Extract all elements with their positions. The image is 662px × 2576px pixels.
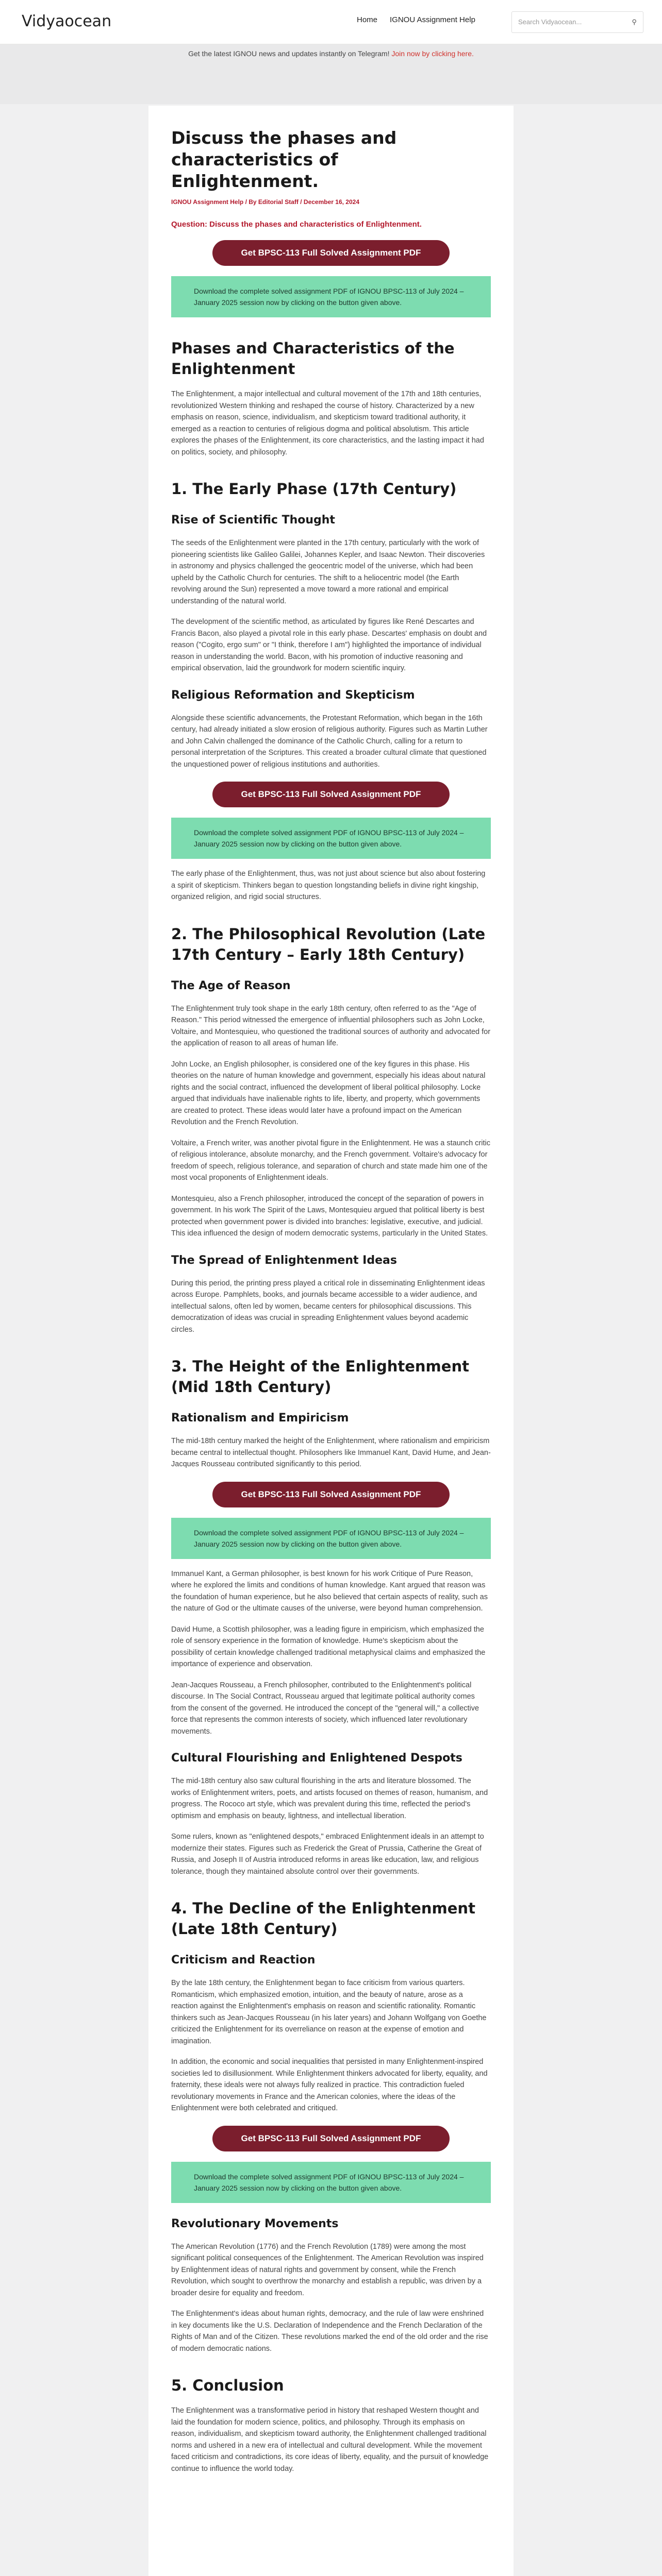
nav-ignou-assignment-help[interactable]: IGNOU Assignment Help [390, 15, 475, 24]
search-icon[interactable]: ⚲ [632, 18, 637, 26]
question-line: Question: Discuss the phases and characteristics of Enlightenment. [171, 220, 422, 229]
paragraph: Some rulers, known as "enlightened despots," embraced Enlightenment ideals in an attempt to modernize their states. Figures such as Frederick the Great of Prussia, Catherine the Great of Russia, and Joseph II of Austria introduced reforms in areas like education, law, and religious tolerance, though they maintained absolute control over their governments. [171, 1833, 484, 1876]
page-title: Discuss the phases and characteristics of Enlightenment. [171, 128, 397, 191]
paragraph: Immanuel Kant, a German philosopher, is best known for his work Critique of Pure Reason, where he explored the limits and conditions of human knowledge. Kant argued that reason was the foundation of human experience, but he also believed that certain aspects of reality, such as the nature of God or the ultimate causes of the universe, were beyond human comprehension. [171, 1569, 488, 1613]
section-heading: 4. The Decline of the Enlightenment (Late 18th Century) [171, 1900, 475, 1938]
paragraph: Alongside these scientific advancements, the Protestant Reformation, which began in the 16th century, had already initiated a slow erosion of religious authority. Figures such as Martin Luther and John Calvin challenged the dominance of the Catholic Church, calling for a return to personal interpretation of the Scriptures. This created a broader cultural climate that questioned the unquestioned power of religious institutions and authorities. [171, 714, 488, 769]
paragraph: The Enlightenment, a major intellectual and cultural movement of the 17th and 18th centuries, revolutionized Western thinking and reshaped the course of history. Characterized by a new emphasis on reason, science, individualism, and skepticism toward traditional authority, it emerged as a reaction to centuries of religious dogma and political absolutism. This article explores the phases of the Enlightenment, its core characteristics, and the lasting impact it had on politics, society, and philosophy. [171, 390, 484, 456]
paragraph: The seeds of the Enlightenment were planted in the 17th century, particularly with the work of pioneering scientists like Galileo Galilei, Johannes Kepler, and Isaac Newton. Their discoveries in astronomy and physics challenged the geocentric model of the universe, which had been upheld by the Catholic Church for centuries. The shift to a heliocentric model (the Earth revolving around the Sun) represented a move toward a more rational and empirical understanding of the natural world. [171, 539, 485, 605]
site-logo[interactable]: Vidyaocean [22, 12, 112, 30]
notice-text: Get the latest IGNOU news and updates instantly on Telegram! [188, 49, 390, 58]
paragraph: The Enlightenment truly took shape in the early 18th century, often referred to as the "Age of Reason." This period witnessed the emergence of influential philosophers such as John Locke, Voltaire, and Montesquieu, who questioned the traditional sources of authority and advocated for the application of reason to all areas of human life. [171, 1004, 491, 1047]
search-input[interactable] [511, 11, 643, 33]
section-heading: 3. The Height of the Enlightenment (Mid 18th Century) [171, 1358, 469, 1396]
paragraph: The early phase of the Enlightenment, thus, was not just about science but also about fostering a spirit of skepticism. Thinkers began to question longstanding beliefs in divine right kingship, organized religion, and rigid social structures. [171, 870, 486, 901]
article-body [171, 338, 491, 2475]
paragraph: Montesquieu, also a French philosopher, introduced the concept of the separation of powers in government. In his work The Spirit of the Laws, Montesquieu argued that political liberty is best protected when government power is divided into branches: legislative, executive, and judicial. This idea influenced the design of modern democratic systems, particularly in the United States. [171, 1194, 488, 1238]
paragraph: Voltaire, a French writer, was another pivotal figure in the Enlightenment. He was a staunch critic of religious intolerance, absolute monarchy, and the French government. Voltaire's advocacy for freedom of speech, religious tolerance, and separation of church and state made him one of the most vocal proponents of Enlightenment ideals. [171, 1139, 490, 1182]
get-pdf-button[interactable]: Get BPSC-113 Full Solved Assignment PDF [212, 1482, 450, 1507]
subsection-heading: Rationalism and Empiricism [171, 1412, 349, 1425]
get-pdf-button[interactable]: Get BPSC-113 Full Solved Assignment PDF [212, 2126, 450, 2151]
paragraph: The Enlightenment was a transformative period in history that reshaped Western thought and laid the foundation for modern science, politics, and philosophy. Through its emphasis on reason, individualism, and skepticism toward authority, the Enlightenment challenged traditional norms and ushered in a new era of intellectual and cultural development. While the movement faced criticism and contradictions, its core ideas of liberty, equality, and the pursuit of knowledge continue to influence the world today. [171, 2406, 489, 2473]
download-note: Download the complete solved assignment PDF of IGNOU BPSC-113 of July 2024 – January 2025 session now by clicking on the button given above. [171, 276, 491, 317]
paragraph: In addition, the economic and social inequalities that persisted in many Enlightenment-inspired societies led to disillusionment. While Enlightenment thinkers advocated for liberty, equality, and fraternity, these ideals were not always fully realized in practice. This contradiction fueled revolutionary movements in France and the American colonies, where the ideas of the Enlightenment were both celebrated and critiqued. [171, 2058, 488, 2112]
article-card [148, 106, 514, 2576]
nav-home[interactable]: Home [357, 15, 378, 24]
download-note: Download the complete solved assignment PDF of IGNOU BPSC-113 of July 2024 – January 2025 session now by clicking on the button given above. [171, 818, 491, 859]
main-nav [357, 15, 475, 24]
paragraph: David Hume, a Scottish philosopher, was a leading figure in empiricism, which emphasized the role of sensory experience in the formation of knowledge. Hume's skepticism about the possibility of certain knowledge challenged traditional metaphysical claims and emphasized the importance of experience and observation. [171, 1625, 486, 1668]
paragraph: The American Revolution (1776) and the French Revolution (1789) were among the most significant political consequences of the Enlightenment. The American Revolution was inspired by Enlightenment ideas of natural rights and government by consent, while the French Revolution, which sought to overthrow the monarchy and establish a republic, was driven by a broader desire for equality and freedom. [171, 2242, 484, 2297]
telegram-notice [0, 49, 662, 58]
download-note: Download the complete solved assignment PDF of IGNOU BPSC-113 of July 2024 – January 2025 session now by clicking on the button given above. [171, 2162, 491, 2203]
paragraph: John Locke, an English philosopher, is considered one of the key figures in this phase. His theories on the nature of human knowledge and government, especially his ideas about natural rights and the social contract, influenced the development of liberal political philosophy. Locke argued that individuals have inalienable rights to life, liberty, and property, which governments are created to protect. These ideas would later have a profound impact on the American Revolution and the French Revolution. [171, 1060, 486, 1126]
search-placeholder: Search Vidyaocean... [518, 18, 582, 26]
paragraph: The mid-18th century also saw cultural flourishing in the arts and literature blossomed. The works of Enlightenment writers, poets, and artists focused on themes of reason, humanism, and progress. The Rococo art style, which was prevalent during this time, reflected the period's optimism and emphasis on beauty, lightness, and intellectual liberation. [171, 1777, 488, 1820]
site-header [0, 0, 662, 44]
section-heading: 5. Conclusion [171, 2377, 284, 2394]
paragraph: The development of the scientific method, as articulated by figures like René Descartes and Francis Bacon, also played a pivotal role in this early phase. Descartes' emphasis on doubt and reason ("Cogito, ergo sum" or "I think, therefore I am") highlighted the importance of individual reason in understanding the world. Bacon, with his promotion of inductive reasoning and empirical observation, laid the groundwork for modern scientific inquiry. [171, 618, 487, 672]
post-meta: IGNOU Assignment Help / By Editorial Staff / December 16, 2024 [171, 198, 359, 206]
subsection-heading: Criticism and Reaction [171, 1954, 316, 1967]
section-heading: 1. The Early Phase (17th Century) [171, 480, 457, 498]
telegram-join-link[interactable]: Join now by clicking here. [391, 49, 474, 58]
get-pdf-button[interactable]: Get BPSC-113 Full Solved Assignment PDF [212, 782, 450, 807]
download-note: Download the complete solved assignment PDF of IGNOU BPSC-113 of July 2024 – January 2025 session now by clicking on the button given above. [171, 1518, 491, 1559]
subsection-heading: Religious Reformation and Skepticism [171, 688, 415, 702]
get-pdf-button[interactable]: Get BPSC-113 Full Solved Assignment PDF [212, 240, 450, 266]
subsection-heading: Cultural Flourishing and Enlightened Despots [171, 1752, 462, 1765]
paragraph: The Enlightenment's ideas about human rights, democracy, and the rule of law were enshrined in key documents like the U.S. Declaration of Independence and the French Declaration of the Rights of Man and of the Citizen. These revolutions marked the end of the old order and the rise of modern democratic nations. [171, 2310, 488, 2353]
subsection-heading: The Age of Reason [171, 979, 291, 992]
section-heading: 2. The Philosophical Revolution (Late 17th Century – Early 18th Century) [171, 925, 486, 963]
paragraph: Jean-Jacques Rousseau, a French philosopher, contributed to the Enlightenment's political discourse. In The Social Contract, Rousseau argued that legitimate political authority comes from the consent of the governed. He introduced the concept of the "general will," a collective force that represents the common interests of society, which influenced later revolutionary movements. [171, 1681, 479, 1736]
paragraph: During this period, the printing press played a critical role in disseminating Enlightenment ideas across Europe. Pamphlets, books, and journals became accessible to a wider audience, and intellectual salons, often led by women, became centers for philosophical discussions. This democratization of ideas was crucial in spreading Enlightenment values beyond academic circles. [171, 1279, 485, 1334]
subsection-heading: Revolutionary Movements [171, 2217, 339, 2230]
subsection-heading: Rise of Scientific Thought [171, 514, 335, 527]
subsection-heading: The Spread of Enlightenment Ideas [171, 1253, 397, 1267]
section-heading: Phases and Characteristics of the Enlightenment [171, 340, 455, 378]
paragraph: By the late 18th century, the Enlightenment began to face criticism from various quarters. Romanticism, which emphasized emotion, intuition, and the beauty of nature, arose as a reaction against the Enlightenment's emphasis on reason and scientific rationality. Romantic thinkers such as Jean-Jacques Rousseau (in his later years) and Johann Wolfgang von Goethe criticized the Enlightenment for its overreliance on reason at the expense of emotion and imagination. [171, 1979, 487, 2045]
paragraph: The mid-18th century marked the height of the Enlightenment, where rationalism and empiricism became central to intellectual thought. Philosophers like Immanuel Kant, David Hume, and Jean-Jacques Rousseau contributed significantly to this period. [171, 1437, 491, 1468]
